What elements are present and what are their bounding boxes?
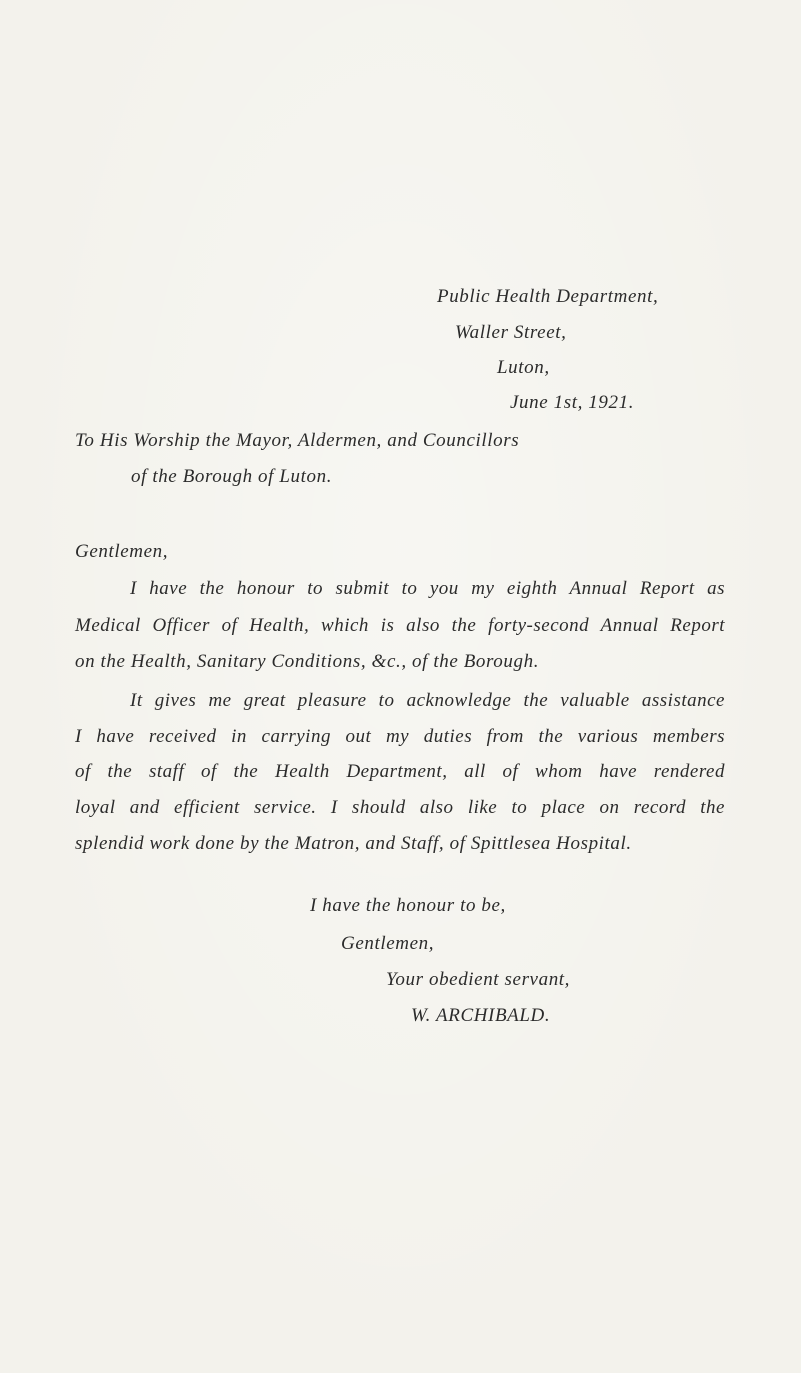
address-line-street: Waller Street, [455,322,567,343]
paragraph-2-line-1: It gives me great pleasure to acknowledge the valuable assistance [130,690,725,711]
address-line-department: Public Health Department, [437,286,659,307]
addressee-line-1: To His Worship the Mayor, Aldermen, and Councillors [75,430,520,451]
closing-line-2: Gentlemen, [341,933,435,954]
paragraph-1-line-3: on the Health, Sanitary Conditions, &c., of the Borough. [75,651,540,672]
paragraph-2-line-4: loyal and efficient service. I should also like to place on record the [75,797,725,818]
closing-line-1: I have the honour to be, [310,895,506,916]
closing-line-3: Your obedient servant, [386,969,571,990]
greeting: Gentlemen, [75,541,169,562]
paragraph-2-line-3: of the staff of the Health Department, all of whom have rendered [75,761,725,782]
letter-date: June 1st, 1921. [510,392,635,413]
paragraph-2-line-5: splendid work done by the Matron, and Staff, of Spittlesea Hospital. [75,833,632,854]
address-line-town: Luton, [497,357,550,378]
signature: W. ARCHIBALD. [411,1005,551,1026]
paragraph-1-line-1: I have the honour to submit to you my eighth Annual Report as [130,578,725,599]
addressee-line-2: of the Borough of Luton. [131,466,333,487]
paragraph-2-line-2: I have received in carrying out my duties from the various members [75,726,725,747]
paragraph-1-line-2: Medical Officer of Health, which is also the forty-second Annual Report [75,615,725,636]
